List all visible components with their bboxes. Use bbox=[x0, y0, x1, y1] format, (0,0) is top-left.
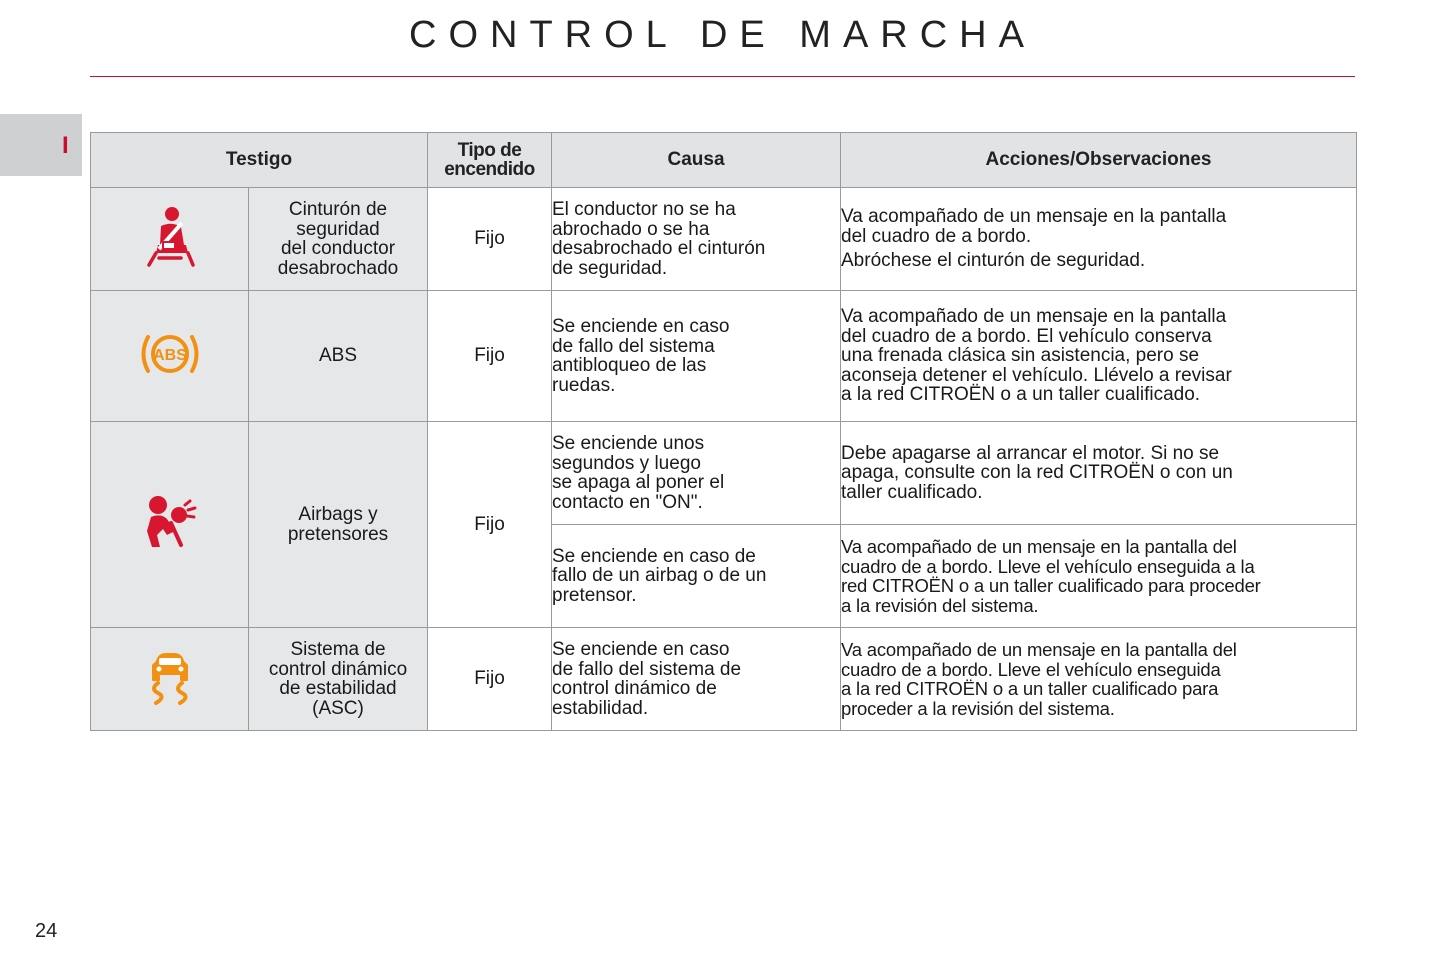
table-row bbox=[91, 188, 1357, 291]
icon-cell bbox=[91, 628, 249, 731]
table-row bbox=[91, 291, 1357, 422]
warning-name: Sistema de control dinámico de estabilidad (ASC) bbox=[249, 628, 428, 731]
action-text: Va acompañado de un mensaje en la pantalla del cuadro de a bordo. Abróchese el cinturón de seguridad. bbox=[841, 188, 1357, 291]
table-row bbox=[91, 422, 1357, 525]
warning-name: Cinturón de seguridad del conductor desabrochado bbox=[249, 188, 428, 291]
action-text: Va acompañado de un mensaje en la pantalla del cuadro de a bordo. El vehículo conserva una frenada clásica sin asistencia, pero se aconseja detener el vehículo. Llévelo a revisar a la red CITROËN o a un taller cualificado. bbox=[841, 291, 1357, 422]
page-number: 24 bbox=[35, 920, 58, 942]
action-text: Debe apagarse al arrancar el motor. Si no se apaga, consulte con la red CITROËN o con un taller cualificado. bbox=[841, 422, 1357, 525]
warning-lights-table bbox=[90, 132, 1357, 731]
airbag-warning-icon bbox=[141, 495, 199, 549]
activation-type: Fijo bbox=[428, 628, 552, 731]
action-text: Va acompañado de un mensaje en la pantalla del cuadro de a bordo. Lleve el vehículo enseguida a la red CITROËN o a un taller cualificado para proceder a la revisión del sistema. bbox=[841, 525, 1357, 628]
warning-name: ABS bbox=[249, 291, 428, 422]
cause-text: Se enciende en caso de fallo del sistema antibloqueo de las ruedas. bbox=[552, 291, 841, 422]
title-divider bbox=[90, 76, 1355, 77]
abs-warning-icon bbox=[137, 329, 203, 379]
activation-type: Fijo bbox=[428, 291, 552, 422]
table-header-row bbox=[91, 133, 1357, 188]
table-row bbox=[91, 628, 1357, 731]
seatbelt-warning-icon bbox=[142, 205, 198, 269]
column-header-testigo: Testigo bbox=[91, 133, 428, 188]
activation-type: Fijo bbox=[428, 188, 552, 291]
chapter-tab[interactable] bbox=[0, 114, 82, 176]
cause-text: El conductor no se ha abrochado o se ha desabrochado el cinturón de seguridad. bbox=[552, 188, 841, 291]
column-header-tipo: Tipo de encendido bbox=[428, 133, 552, 188]
svg-text:ABS: ABS bbox=[152, 346, 187, 364]
icon-cell bbox=[91, 291, 249, 422]
page-title: CONTROL DE MARCHA bbox=[409, 14, 1036, 56]
action-text: Va acompañado de un mensaje en la pantalla del cuadro de a bordo. Lleve el vehículo enseguida a la red CITROËN o a un taller cualificado para proceder a la revisión del sistema. bbox=[841, 628, 1357, 731]
cause-text: Se enciende en caso de fallo del sistema de control dinámico de estabilidad. bbox=[552, 628, 841, 731]
stability-control-icon bbox=[144, 649, 196, 705]
chapter-tab-label: I bbox=[62, 132, 69, 159]
column-header-causa: Causa bbox=[552, 133, 841, 188]
warning-name: Airbags y pretensores bbox=[249, 422, 428, 628]
column-header-acciones: Acciones/Observaciones bbox=[841, 133, 1357, 188]
cause-text: Se enciende unos segundos y luego se apaga al poner el contacto en "ON". bbox=[552, 422, 841, 525]
icon-cell bbox=[91, 422, 249, 628]
cause-text: Se enciende en caso de fallo de un airbag o de un pretensor. bbox=[552, 525, 841, 628]
activation-type: Fijo bbox=[428, 422, 552, 628]
icon-cell bbox=[91, 188, 249, 291]
